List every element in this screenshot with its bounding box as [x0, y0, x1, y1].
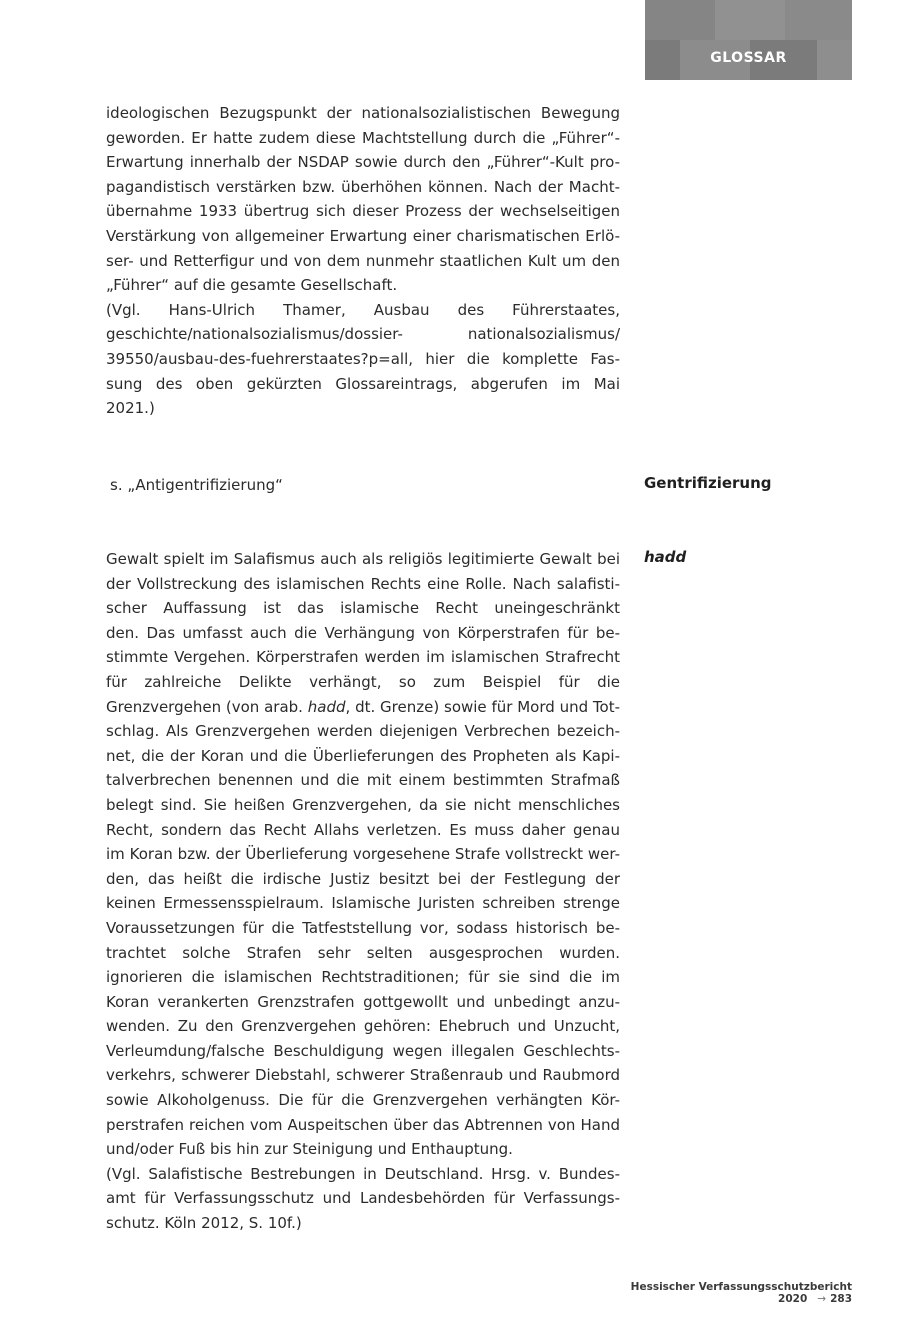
- tab-pattern-square: [715, 0, 785, 40]
- text-line: stimmte Vergehen. Körperstrafen werden im islamischen Strafrecht: [106, 648, 620, 667]
- text-line: keinen Ermessensspielraum. Islamische Juristen schreiben strenge: [106, 894, 620, 913]
- text-line: 2021.): [106, 399, 155, 418]
- text-line: den, das heißt die irdische Justiz besitzt bei der Festlegung der: [106, 869, 620, 888]
- text-line: Grenzvergehen (von arab. hadd, dt. Grenze) sowie für Mord und Tot-: [106, 697, 620, 716]
- text-line: sung des oben gekürzten Glossareintrags, abgerufen im Mai: [106, 374, 620, 393]
- inline-term-hadd: hadd: [307, 697, 346, 716]
- glossary-term-hadd: hadd: [644, 548, 687, 566]
- text-line: (Vgl. Salafistische Bestrebungen in Deutschland. Hrsg. v. Bundes-: [106, 1164, 620, 1183]
- text-line: für zahlreiche Delikte verhängt, so zum Beispiel für die: [106, 672, 620, 691]
- page-footer: [560, 1281, 852, 1305]
- text-line: talverbrechen benennen und die mit einem bestimmten Strafmaß: [106, 771, 620, 790]
- text-line: amt für Verfassungsschutz und Landesbehörden für Verfassungs-: [106, 1189, 620, 1208]
- text-line: Koran verankerten Grenzstrafen gottgewollt und unbedingt anzu-: [106, 992, 620, 1011]
- text-line: ideologischen Bezugspunkt der nationalsozialistischen Bewegung: [106, 104, 620, 122]
- text-line: net, die der Koran und die Überlieferungen des Propheten als Kapi-: [106, 746, 620, 765]
- text-line: scher Auffassung ist das islamische Recht uneingeschränkt: [106, 599, 620, 618]
- glossary-term-gentrifizierung: Gentrifizierung: [644, 474, 772, 492]
- publication-title: Hessischer Verfassungsschutzbericht 2020: [630, 1281, 852, 1305]
- text-line: ignorieren die islamischen Rechtstraditionen; für sie sind die im: [106, 968, 620, 987]
- text-line: 39550/ausbau-des-fuehrerstaates?p=all, hier die komplette Fas-: [106, 349, 620, 368]
- text-line: verkehrs, schwerer Diebstahl, schwerer Straßenraub und Raubmord: [106, 1066, 620, 1085]
- text-line: ser- und Retterfigur und von dem nunmehr staatlichen Kult um den: [106, 251, 620, 270]
- text-line: Recht, sondern das Recht Allahs verletzen. Es muss daher genau: [106, 820, 620, 839]
- text-line: pagandistisch verstärken bzw. überhöhen können. Nach der Macht-: [106, 177, 620, 196]
- text-line: trachtet solche Strafen sehr selten ausgesprochen wurden.: [106, 943, 620, 962]
- text-line: Verstärkung von allgemeiner Erwartung einer charismatischen Erlö-: [106, 226, 620, 245]
- section-label: GLOSSAR: [710, 50, 787, 66]
- text-line: Verleumdung/falsche Beschuldigung wegen illegalen Geschlechts-: [106, 1041, 620, 1060]
- text-line: Voraussetzungen für die Tatfeststellung vor, sodass historisch be-: [106, 918, 620, 937]
- tab-pattern-square: [785, 0, 852, 40]
- text-line: der Vollstreckung des islamischen Rechts eine Rolle. Nach salafisti-: [106, 574, 620, 593]
- fuehrer-entry-text: [106, 101, 620, 421]
- text-line: den. Das umfasst auch die Verhängung von Körperstrafen für be-: [106, 623, 620, 642]
- text-line: „Führer“ auf die gesamte Gesellschaft.: [106, 276, 398, 295]
- text-line: im Koran bzw. der Überlieferung vorgesehene Strafe vollstreckt wer-: [106, 845, 620, 864]
- text-line: schlag. Als Grenzvergehen werden diejenigen Verbrechen bezeich-: [106, 722, 620, 741]
- text-line: wenden. Zu den Grenzvergehen gehören: Ehebruch und Unzucht,: [106, 1017, 620, 1036]
- gentrifizierung-entry-text: [110, 473, 624, 498]
- text-line: übernahme 1933 übertrug sich dieser Prozess der wechselseitigen: [106, 202, 620, 221]
- text-line: geschichte/nationalsozialismus/dossier- nationalsozialismus/: [106, 325, 620, 344]
- text-line: s. „Antigentrifizierung“: [110, 476, 283, 494]
- text-line: (Vgl. Hans-Ulrich Thamer, Ausbau des Führerstaates,: [106, 300, 620, 319]
- text-line: und/oder Fuß bis hin zur Steinigung und Enthauptung.: [106, 1140, 513, 1159]
- text-line: perstrafen reichen vom Auspeitschen über das Abtrennen von Hand: [106, 1115, 620, 1134]
- text-line: Gewalt spielt im Salafismus auch als religiös legitimierte Gewalt bei: [106, 550, 620, 568]
- text-line: Erwartung innerhalb der NSDAP sowie durch den „Führer“-Kult pro-: [106, 153, 620, 172]
- page-number: 283: [830, 1293, 852, 1305]
- text-line: schutz. Köln 2012, S. 10f.): [106, 1214, 302, 1233]
- text-line: geworden. Er hatte zudem diese Machtstellung durch die „Führer“-: [106, 128, 620, 147]
- tab-pattern-square: [645, 0, 715, 40]
- text-line: belegt sind. Sie heißen Grenzvergehen, da sie nicht menschliches: [106, 795, 620, 814]
- arrow-right-icon: →: [817, 1293, 827, 1305]
- glossar-tab: [645, 0, 852, 80]
- hadd-entry-text: [106, 547, 620, 1236]
- text-line: sowie Alkoholgenuss. Die für die Grenzvergehen verhängten Kör-: [106, 1091, 620, 1110]
